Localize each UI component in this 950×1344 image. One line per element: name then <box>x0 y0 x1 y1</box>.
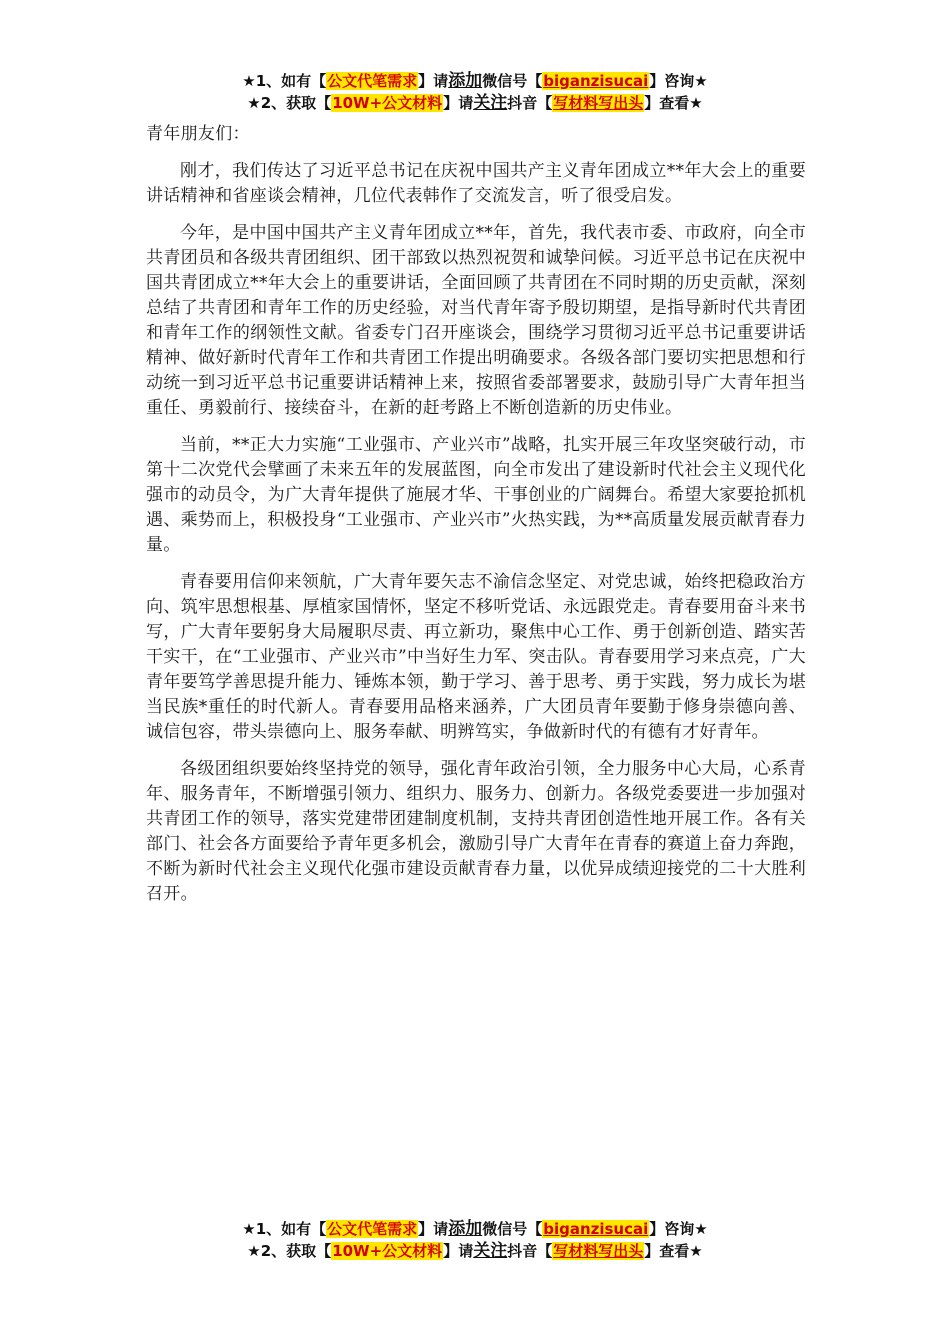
promo-text: 抖音【 <box>507 94 553 112</box>
paragraph: 当前，**正大力实施“工业强市、产业兴市”战略，扎实开展三年攻坚突破行动，市第十二次党代会擘画了未来五年的发展蓝图，向全市发出了建设新时代社会主义现代化强市的动员令，为广大青年提供了施展才华、干事创业的广阔舞台。希望大家要抢抓机遇、乘势而上，积极投身“工业强市、产业兴市”火热实践，为**高质量发展贡献青春力量。 <box>146 435 806 555</box>
wechat-id: biganzisucai <box>543 72 649 90</box>
promo-text: 】请 <box>418 1220 449 1238</box>
promo-emphasis: 关注 <box>473 1241 508 1261</box>
top-promo-banner <box>0 70 950 114</box>
wechat-id: biganzisucai <box>543 1220 649 1238</box>
paragraph: 刚才，我们传达了习近平总书记在庆祝中国共产主义青年团成立**年大会上的重要讲话精神和省座谈会精神，几位代表韩作了交流发言，听了很受启发。 <box>146 161 806 206</box>
promo-text: 抖音【 <box>507 1242 553 1260</box>
promo-emphasis: 添加 <box>448 71 483 91</box>
promo-text: ★1、如有【 <box>242 72 327 90</box>
promo-text: ★2、获取【 <box>247 94 332 112</box>
salutation: 青年朋友们： <box>146 124 250 144</box>
promo-text: 微信号【 <box>482 72 543 90</box>
promo-line-2 <box>0 92 950 114</box>
promo-line-1 <box>0 70 950 92</box>
promo-highlight: 公文代笔需求 <box>327 1220 418 1238</box>
promo-text: 】咨询★ <box>649 1220 708 1238</box>
promo-line-1 <box>0 1218 950 1240</box>
document-body <box>146 122 806 919</box>
promo-text: ★2、获取【 <box>247 1242 332 1260</box>
promo-text: 】请 <box>443 94 474 112</box>
promo-emphasis: 关注 <box>473 93 508 113</box>
bottom-promo-banner <box>0 1218 950 1262</box>
promo-text: ★1、如有【 <box>242 1220 327 1238</box>
promo-text: 】查看★ <box>644 94 703 112</box>
douyin-account: 写材料写出头 <box>553 1242 644 1260</box>
douyin-account: 写材料写出头 <box>553 94 644 112</box>
promo-highlight: 10W+公文材料 <box>332 94 443 112</box>
promo-text: 微信号【 <box>482 1220 543 1238</box>
promo-highlight: 公文代笔需求 <box>327 72 418 90</box>
promo-line-2 <box>0 1240 950 1262</box>
promo-text: 】咨询★ <box>649 72 708 90</box>
promo-text: 】查看★ <box>644 1242 703 1260</box>
promo-emphasis: 添加 <box>448 1219 483 1239</box>
promo-highlight: 10W+公文材料 <box>332 1242 443 1260</box>
paragraph: 青春要用信仰来领航，广大青年要矢志不渝信念坚定、对党忠诚，始终把稳政治方向、筑牢思想根基、厚植家国情怀，坚定不移听党话、永远跟党走。青春要用奋斗来书写，广大青年要躬身大局履职尽责、再立新功，聚焦中心工作、勇于创新创造、踏实苦干实干，在“工业强市、产业兴市”中当好生力军、突击队。青春要用学习来点亮，广大青年要笃学善思提升能力、锤炼本领，勤于学习、善于思考、勇于实践，努力成长为堪当民族*重任的时代新人。青春要用品格来涵养，广大团员青年要勤于修身崇德向善、诚信包容，带头崇德向上、服务奉献、明辨笃实，争做新时代的有德有才好青年。 <box>146 572 806 742</box>
paragraph: 各级团组织要始终坚持党的领导，强化青年政治引领，全力服务中心大局，心系青年、服务青年，不断增强引领力、组织力、服务力、创新力。各级党委要进一步加强对共青团工作的领导，落实党建带团建制度机制，支持共青团创造性地开展工作。各有关部门、社会各方面要给予青年更多机会，激励引导广大青年在青春的赛道上奋力奔跑，不断为新时代社会主义现代化强市建设贡献青春力量，以优异成绩迎接党的二十大胜利召开。 <box>146 759 806 904</box>
promo-text: 】请 <box>418 72 449 90</box>
paragraph: 今年，是中国中国共产主义青年团成立**年，首先，我代表市委、市政府，向全市共青团员和各级共青团组织、团干部致以热烈祝贺和诚挚问候。习近平总书记在庆祝中国共青团成立**年大会上的重要讲话，全面回顾了共青团在不同时期的历史贡献，深刻总结了共青团和青年工作的历史经验，对当代青年寄予殷切期望，是指导新时代共青团和青年工作的纲领性文献。省委专门召开座谈会，围绕学习贯彻习近平总书记重要讲话精神、做好新时代青年工作和共青团工作提出明确要求。各级各部门要切实把思想和行动统一到习近平总书记重要讲话精神上来，按照省委部署要求，鼓励引导广大青年担当重任、勇毅前行、接续奋斗，在新的赶考路上不断创造新的历史伟业。 <box>146 223 806 418</box>
promo-text: 】请 <box>443 1242 474 1260</box>
